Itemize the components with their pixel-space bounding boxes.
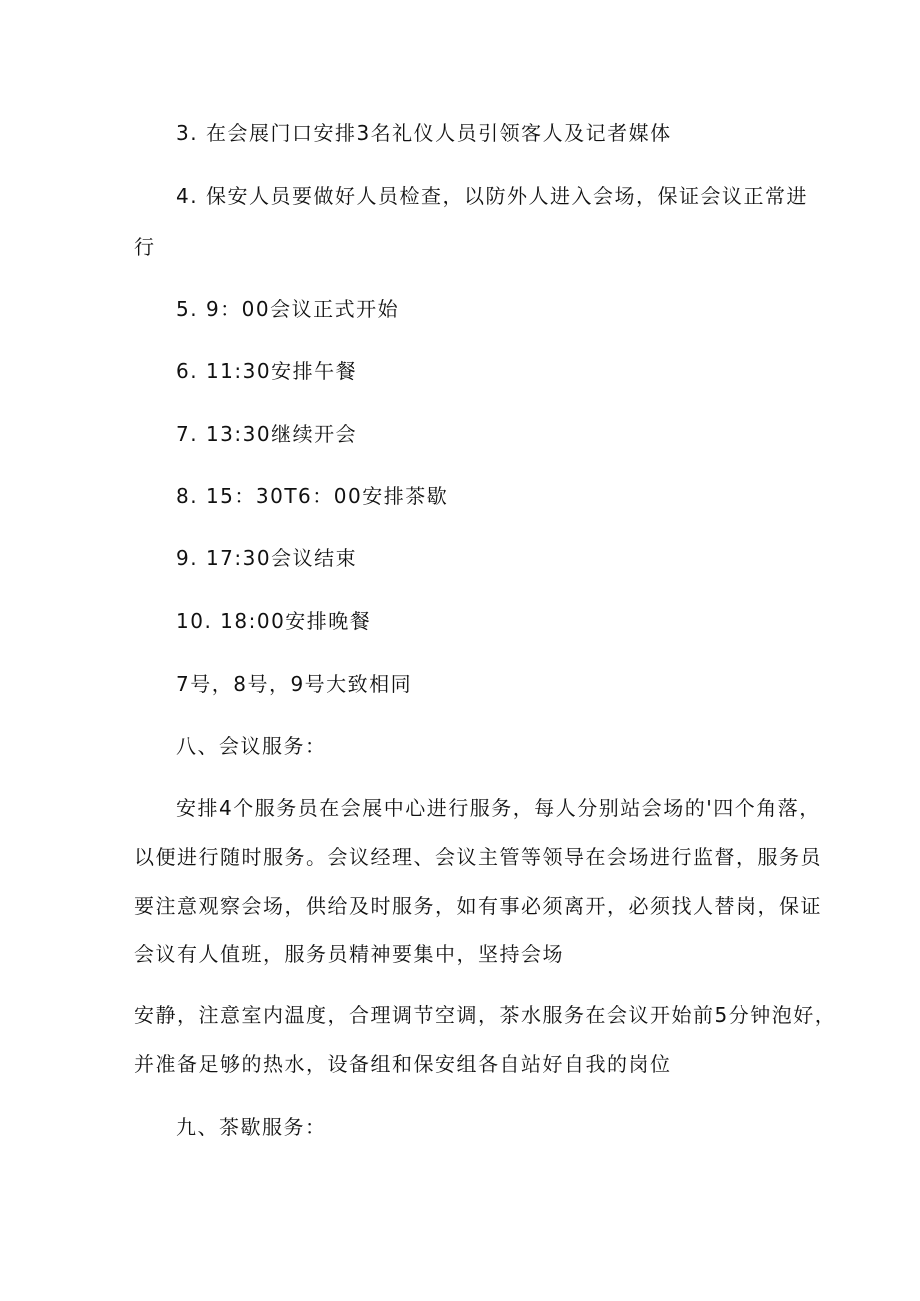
- list-item-7: 7. 13:30继续开会: [176, 422, 358, 446]
- list-item-10: 10. 18:00安排晚餐: [176, 609, 372, 633]
- section-heading-8: 八、会议服务：: [176, 734, 327, 758]
- list-item-4-continued: 行: [134, 235, 156, 259]
- paragraph-line: 要注意观察会场，供给及时服务，如有事必须离开，必须找人替岗，保证: [134, 894, 822, 918]
- paragraph-line: 安静，注意室内温度，合理调节空调，茶水服务在会议开始前5分钟泡好，: [134, 1003, 837, 1027]
- list-item-9: 9. 17:30会议结束: [176, 546, 358, 570]
- list-item-3: 3. 在会展门口安排3名礼仪人员引领客人及记者媒体: [176, 121, 672, 145]
- list-item-8: 8. 15：30T6：00安排茶歇: [176, 484, 449, 508]
- paragraph-line: 并准备足够的热水，设备组和保安组各自站好自我的岗位: [134, 1052, 672, 1076]
- list-item-4: 4. 保安人员要做好人员检查，以防外人进入会场，保证会议正常进: [176, 184, 808, 208]
- list-item-6: 6. 11:30安排午餐: [176, 359, 358, 383]
- paragraph-line: 以便进行随时服务。会议经理、会议主管等领导在会场进行监督，服务员: [134, 845, 822, 869]
- note-line: 7号，8号，9号大致相同: [176, 672, 413, 696]
- paragraph-line: 安排4个服务员在会展中心进行服务，每人分别站会场的'四个角落，: [176, 796, 821, 820]
- section-heading-9: 九、茶歇服务：: [176, 1115, 327, 1139]
- paragraph-line: 会议有人值班，服务员精神要集中，坚持会场: [134, 942, 564, 966]
- list-item-5: 5. 9：00会议正式开始: [176, 297, 400, 321]
